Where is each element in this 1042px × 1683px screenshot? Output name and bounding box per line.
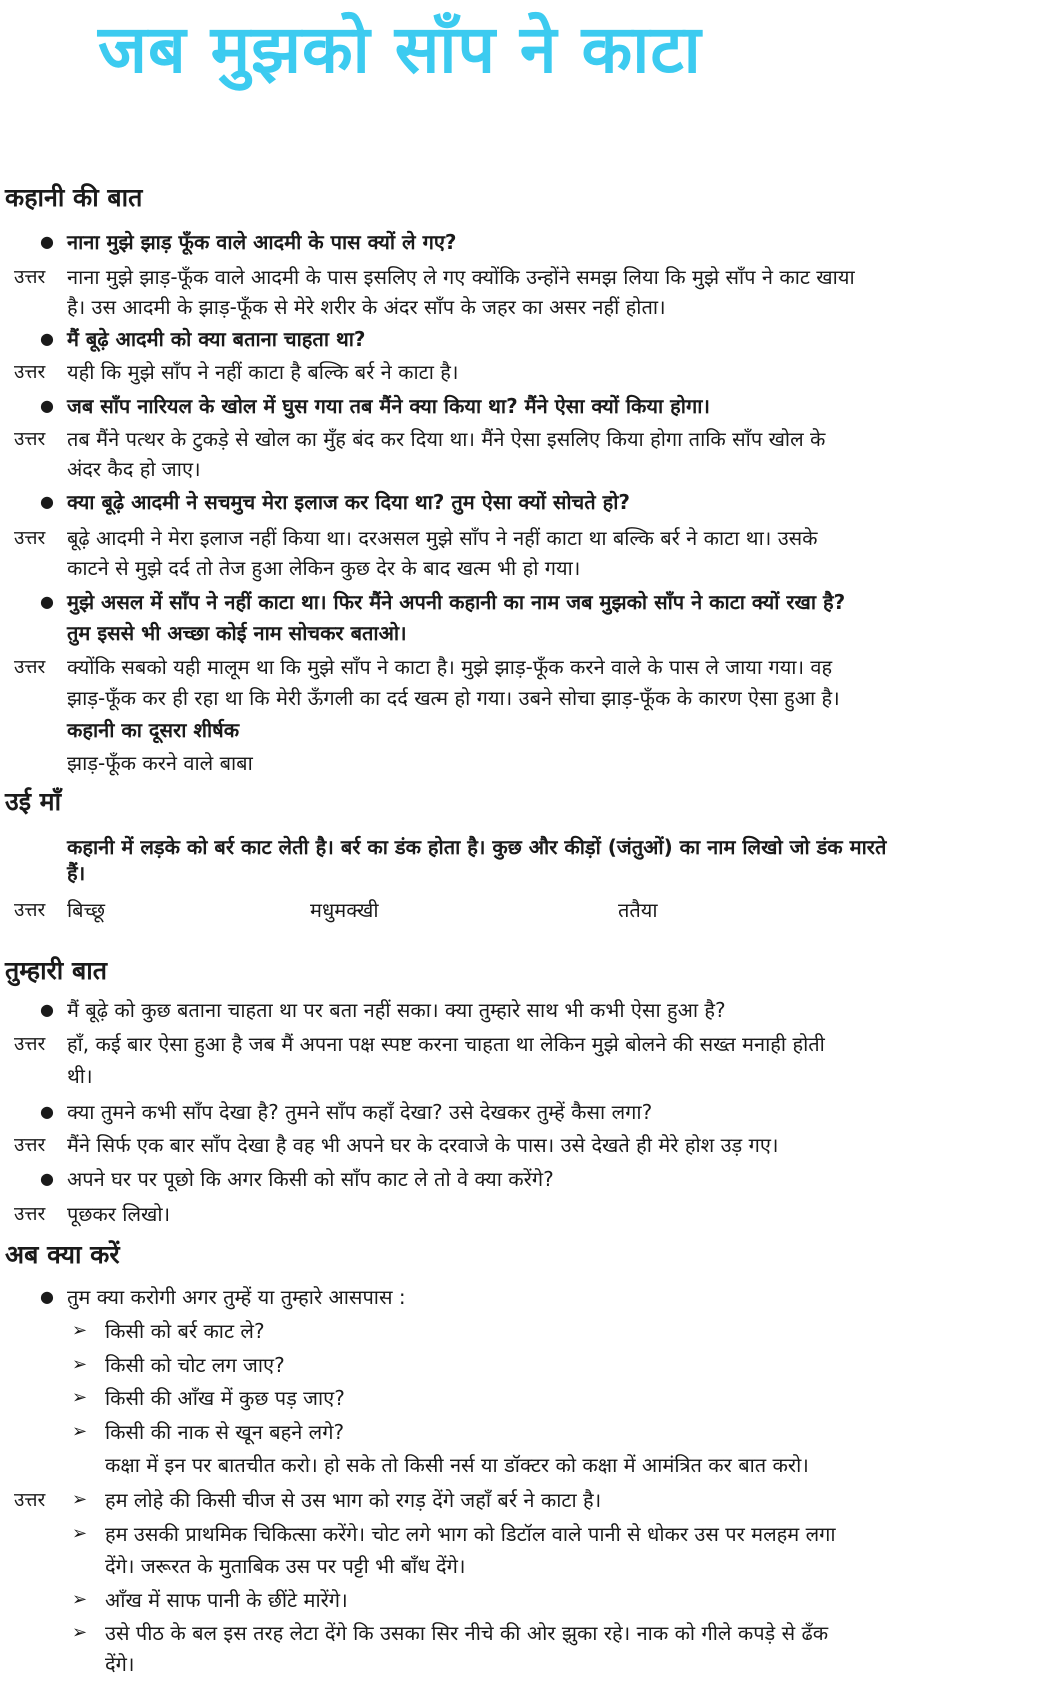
- answer-label: उत्तर: [14, 1033, 46, 1055]
- arrow-bullet-icon: ➢: [72, 1622, 88, 1643]
- answer-label: उत्तर: [14, 656, 46, 678]
- answer-label: उत्तर: [14, 899, 46, 921]
- answer-text: तब मैंने पत्थर के टुकड़े से खोल का मुँह बंद कर दिया था। मैंने ऐसा इसलिए किया होगा ताकि साँप खोल के: [67, 427, 826, 451]
- question: क्या बूढ़े आदमी ने सचमुच मेरा इलाज कर दिया था? तुम ऐसा क्यों सोचते हो?: [67, 490, 631, 514]
- list-item: किसी की आँख में कुछ पड़ जाए?: [105, 1386, 345, 1410]
- bullet-icon: ●: [40, 1102, 54, 1121]
- answer-label: उत्तर: [14, 527, 46, 549]
- answer-continued: झाड़-फूँक कर ही रहा था कि मेरी ऊँगली का दर्द खत्म हो गया। उबने सोचा झाड़-फूँक के कारण ऐसा हुआ है।: [67, 686, 840, 710]
- question: नाना मुझे झाड़ फूँक वाले आदमी के पास क्यों ले गए?: [67, 230, 457, 254]
- answer-continued: अंदर कैद हो जाए।: [67, 457, 201, 481]
- bullet-icon: ●: [40, 1169, 54, 1188]
- question: जब साँप नारियल के खोल में घुस गया तब मैंने क्या किया था? मैंने ऐसा क्यों किया होगा।: [67, 394, 710, 418]
- list-item: आँख में साफ पानी के छींटे मारेंगे।: [105, 1588, 348, 1612]
- answer-label: उत्तर: [14, 428, 46, 450]
- arrow-bullet-icon: ➢: [72, 1489, 88, 1510]
- page-title: जब मुझको साँप ने काटा: [98, 11, 702, 88]
- bold-text: कहानी में लड़के को बर्र काट लेती है। बर्र का डंक होता है। कुछ और कीड़ों (जंतुओं) का नाम लिखो जो डंक मारते: [67, 835, 887, 859]
- bullet-icon: ●: [40, 232, 54, 251]
- list-item: किसी को बर्र काट ले?: [105, 1319, 265, 1343]
- list-item: किसी की नाक से खून बहने लगे?: [105, 1420, 345, 1444]
- question: मुझे असल में साँप ने नहीं काटा था। फिर मैंने अपनी कहानी का नाम जब मुझको साँप ने काटा क्यों रखा है?: [67, 590, 846, 614]
- list-item: हम लोहे की किसी चीज से उस भाग को रगड़ देंगे जहाँ बर्र ने काटा है।: [105, 1488, 602, 1512]
- question: क्या तुमने कभी साँप देखा है? तुमने साँप कहाँ देखा? उसे देखकर तुम्हें कैसा लगा?: [67, 1100, 653, 1124]
- question: अपने घर पर पूछो कि अगर किसी को साँप काट ले तो वे क्या करेंगे?: [67, 1167, 554, 1191]
- bullet-icon: ●: [40, 492, 54, 511]
- answer-text: पूछकर लिखो।: [67, 1202, 171, 1226]
- list-item: उसे पीठ के बल इस तरह लेटा देंगे कि उसका सिर नीचे की ओर झुका रहे। नाक को गीले कपड़े से ढँक: [105, 1621, 829, 1645]
- arrow-bullet-icon: ➢: [72, 1589, 88, 1610]
- arrow-bullet-icon: ➢: [72, 1320, 88, 1341]
- answer-label: उत्तर: [14, 266, 46, 288]
- question: मैं बूढ़े आदमी को क्या बताना चाहता था?: [67, 327, 366, 351]
- answer-text: मैंने सिर्फ एक बार साँप देखा है वह भी अपने घर के दरवाजे के पास। उसे देखते ही मेरे होश उड़ गए।: [67, 1133, 779, 1157]
- answer-label: उत्तर: [14, 361, 46, 383]
- question: तुम क्या करोगी अगर तुम्हें या तुम्हारे आसपास :: [67, 1285, 406, 1309]
- question: मैं बूढ़े को कुछ बताना चाहता था पर बता नहीं सका। क्या तुम्हारे साथ भी कभी ऐसा हुआ है?: [67, 998, 726, 1022]
- answer-item: मधुमक्खी: [310, 898, 379, 922]
- bullet-icon: ●: [40, 396, 54, 415]
- answer-continued: थी।: [67, 1064, 93, 1088]
- answer-text: यही कि मुझे साँप ने नहीं काटा है बल्कि बर्र ने काटा है।: [67, 360, 459, 384]
- section-heading: तुम्हारी बात: [5, 956, 107, 985]
- bullet-icon: ●: [40, 592, 54, 611]
- answer-continued: झाड़-फूँक करने वाले बाबा: [67, 751, 253, 775]
- bullet-icon: ●: [40, 1287, 54, 1306]
- answer-text: नाना मुझे झाड़-फूँक वाले आदमी के पास इसलिए ले गए क्योंकि उन्होंने समझ लिया कि मुझे साँप ने काट खाया: [67, 265, 855, 289]
- section-heading: कहानी की बात: [5, 183, 143, 212]
- bullet-icon: ●: [40, 329, 54, 348]
- answer-label: उत्तर: [14, 1134, 46, 1156]
- arrow-bullet-icon: ➢: [72, 1523, 88, 1544]
- bold-text: कहानी का दूसरा शीर्षक: [67, 718, 240, 742]
- arrow-bullet-icon: ➢: [72, 1387, 88, 1408]
- section-heading: उई माँ: [5, 787, 62, 816]
- question-continued: तुम इससे भी अच्छा कोई नाम सोचकर बताओ।: [67, 621, 407, 645]
- list-item: हम उसकी प्राथमिक चिकित्सा करेंगे। चोट लगे भाग को डिटॉल वाले पानी से धोकर उस पर मलहम लगा: [105, 1522, 836, 1546]
- list-item-continued: कक्षा में इन पर बातचीत करो। हो सके तो किसी नर्स या डॉक्टर को कक्षा में आमंत्रित कर बात करो।: [105, 1453, 809, 1477]
- arrow-bullet-icon: ➢: [72, 1421, 88, 1442]
- answer-item: बिच्छू: [67, 898, 105, 922]
- answer-text: बूढ़े आदमी ने मेरा इलाज नहीं किया था। दरअसल मुझे साँप ने नहीं काटा था बल्कि बर्र ने काटा था। उसके: [67, 526, 818, 550]
- answer-label: उत्तर: [14, 1489, 46, 1511]
- answer-continued: काटने से मुझे दर्द तो तेज हुआ लेकिन कुछ देर के बाद खत्म भी हो गया।: [67, 556, 581, 580]
- bold-text: हैं।: [67, 861, 86, 885]
- answer-item: ततैया: [618, 898, 658, 922]
- answer-label: उत्तर: [14, 1203, 46, 1225]
- list-item: किसी को चोट लग जाए?: [105, 1353, 285, 1377]
- list-item-continued: देंगे। जरूरत के मुताबिक उस पर पट्टी भी बाँध देंगे।: [105, 1554, 466, 1578]
- list-item-continued: देंगे।: [105, 1652, 135, 1676]
- bullet-icon: ●: [40, 1000, 54, 1019]
- arrow-bullet-icon: ➢: [72, 1354, 88, 1375]
- section-heading: अब क्या करें: [5, 1240, 120, 1269]
- answer-text: हाँ, कई बार ऐसा हुआ है जब मैं अपना पक्ष स्पष्ट करना चाहता था लेकिन मुझे बोलने की सख्त मनाही होती: [67, 1032, 825, 1056]
- answer-continued: है। उस आदमी के झाड़-फूँक से मेरे शरीर के अंदर साँप के जहर का असर नहीं होता।: [67, 295, 666, 319]
- answer-text: क्योंकि सबको यही मालूम था कि मुझे साँप ने काटा है। मुझे झाड़-फूँक करने वाले के पास ले जाया गया। वह: [67, 655, 833, 679]
